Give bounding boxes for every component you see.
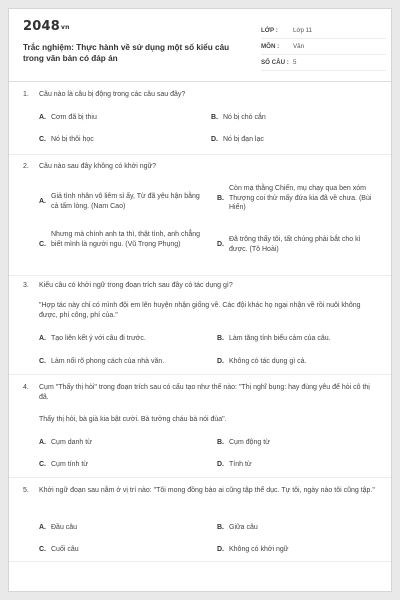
question-separator xyxy=(9,154,391,155)
meta-subject xyxy=(261,39,386,55)
question-quote: "Hợp tác này chỉ có mình đội em lên huyện nhận giống về. Các đội khác họ ngại nhận về rồi nuôi không được, phí công, phí của." xyxy=(39,302,361,319)
option-text: Tạo liên kết ý với câu đi trước. xyxy=(51,335,146,342)
option-text: Đầu câu xyxy=(51,524,78,531)
option-letter: D. xyxy=(217,358,224,365)
header xyxy=(9,9,391,75)
question-number: 1. xyxy=(23,91,29,98)
option-text: Nó bị đạn lạc xyxy=(223,136,264,143)
option-letter: A. xyxy=(39,114,46,121)
worksheet xyxy=(8,8,392,592)
option-letter: C. xyxy=(39,546,46,553)
option-text: Tính từ xyxy=(229,461,252,468)
question-quote: Thấy thị hỏi, bà già kia bật cười. Bà tưởng cháu bà nói đùa". xyxy=(39,416,227,423)
question-number: 3. xyxy=(23,282,29,289)
option-text: Cụm danh từ xyxy=(51,439,92,446)
option-letter: A. xyxy=(39,524,46,531)
option-letter: D. xyxy=(217,546,224,553)
option-text: Cơm đã bị thiu xyxy=(51,114,97,121)
option-text: Còn mạ thằng Chiến, mụ chạy qua ben xóm Thượng coi thử mấy đứa kia đã về chưa. (Bùi Hiển) xyxy=(229,185,372,211)
option-text: Giữa câu xyxy=(229,524,258,531)
question-2 xyxy=(23,162,381,274)
option-letter: B. xyxy=(217,524,224,531)
question-3 xyxy=(23,281,381,369)
question-separator xyxy=(9,374,391,375)
option-text: Cụm động từ xyxy=(229,439,270,446)
option-letter: C. xyxy=(39,241,46,248)
option-text: Nó bị chó cắn xyxy=(223,114,266,121)
option-text: Giả tình nhân vô liêm sỉ ấy, Từ đã yêu hận bằng cả tấm lòng. (Nam Cao) xyxy=(51,193,200,210)
meta-count xyxy=(261,55,386,71)
meta-value: Lớp 11 xyxy=(293,27,313,34)
option-text: Nhưng mà chính anh ta thì, thật tình, anh chẳng biết mình là người ngu. (Vũ Trọng Phụng) xyxy=(51,231,201,248)
question-text: Cụm "Thấy thị hỏi" trong đoạn trích sau có cấu tạo như thế nào: "Thị nghĩ bụng: hay đùng yêu để hỏi cô thị đã. xyxy=(39,384,370,401)
option-letter: C. xyxy=(39,461,46,468)
logo-suffix: vn xyxy=(60,24,70,31)
option-letter: B. xyxy=(217,439,224,446)
question-separator xyxy=(9,561,391,562)
option-text: Nó bị thôi học xyxy=(51,136,94,143)
option-text: Làm tăng tính biểu cảm của câu. xyxy=(229,335,331,342)
question-text: Kiểu câu có khởi ngữ trong đoạn trích sau đây có tác dụng gì? xyxy=(39,282,233,289)
option-text: Làm nổi rõ phong cách của nhà văn. xyxy=(51,358,165,365)
option-letter: D. xyxy=(211,136,218,143)
meta-panel xyxy=(261,23,386,71)
option-letter: A. xyxy=(39,335,46,342)
meta-value: Văn xyxy=(293,43,305,50)
meta-class xyxy=(261,23,386,39)
header-divider xyxy=(9,81,391,82)
option-text: Cụm tính từ xyxy=(51,461,88,468)
option-letter: C. xyxy=(39,136,46,143)
option-letter: B. xyxy=(217,335,224,342)
option-text: Đã trông thấy tôi, tất chúng phải bắt cho kì được. (Tô Hoài) xyxy=(229,236,361,253)
question-separator xyxy=(9,477,391,478)
option-letter: B. xyxy=(217,195,224,202)
option-text: Không có tác dụng gì cả. xyxy=(229,358,307,365)
meta-label: SỐ CÂU : xyxy=(261,59,289,66)
meta-label: LỚP : xyxy=(261,27,278,34)
question-text: Câu nào sau đây không có khởi ngữ? xyxy=(39,163,157,170)
question-5 xyxy=(23,486,381,556)
option-text: Cuối câu xyxy=(51,546,79,553)
question-number: 2. xyxy=(23,163,29,170)
meta-label: MÔN : xyxy=(261,43,280,50)
question-text: Khởi ngữ đoạn sau nằm ở vị trí nào: "Tôi mong đồng bào ai cũng tập thể dục. Tự tôi, ngày nào tôi cũng tập." xyxy=(39,487,375,494)
question-separator xyxy=(9,275,391,276)
option-letter: D. xyxy=(217,241,224,248)
question-1 xyxy=(23,90,381,152)
meta-value: 5 xyxy=(293,59,297,66)
question-number: 4. xyxy=(23,384,29,391)
option-letter: A. xyxy=(39,439,46,446)
page-title: Trắc nghiệm: Thực hành về sử dụng một số kiểu câu trong văn bản có đáp án xyxy=(23,43,230,63)
question-text: Câu nào là câu bị động trong các câu sau đây? xyxy=(39,91,186,98)
option-text: Không có khởi ngữ xyxy=(229,546,289,553)
option-letter: D. xyxy=(217,461,224,468)
site-logo[interactable]: 2048vn xyxy=(23,19,70,34)
option-letter: A. xyxy=(39,198,46,205)
question-4 xyxy=(23,383,381,471)
option-letter: C. xyxy=(39,358,46,365)
option-letter: B. xyxy=(211,114,218,121)
question-number: 5. xyxy=(23,487,29,494)
